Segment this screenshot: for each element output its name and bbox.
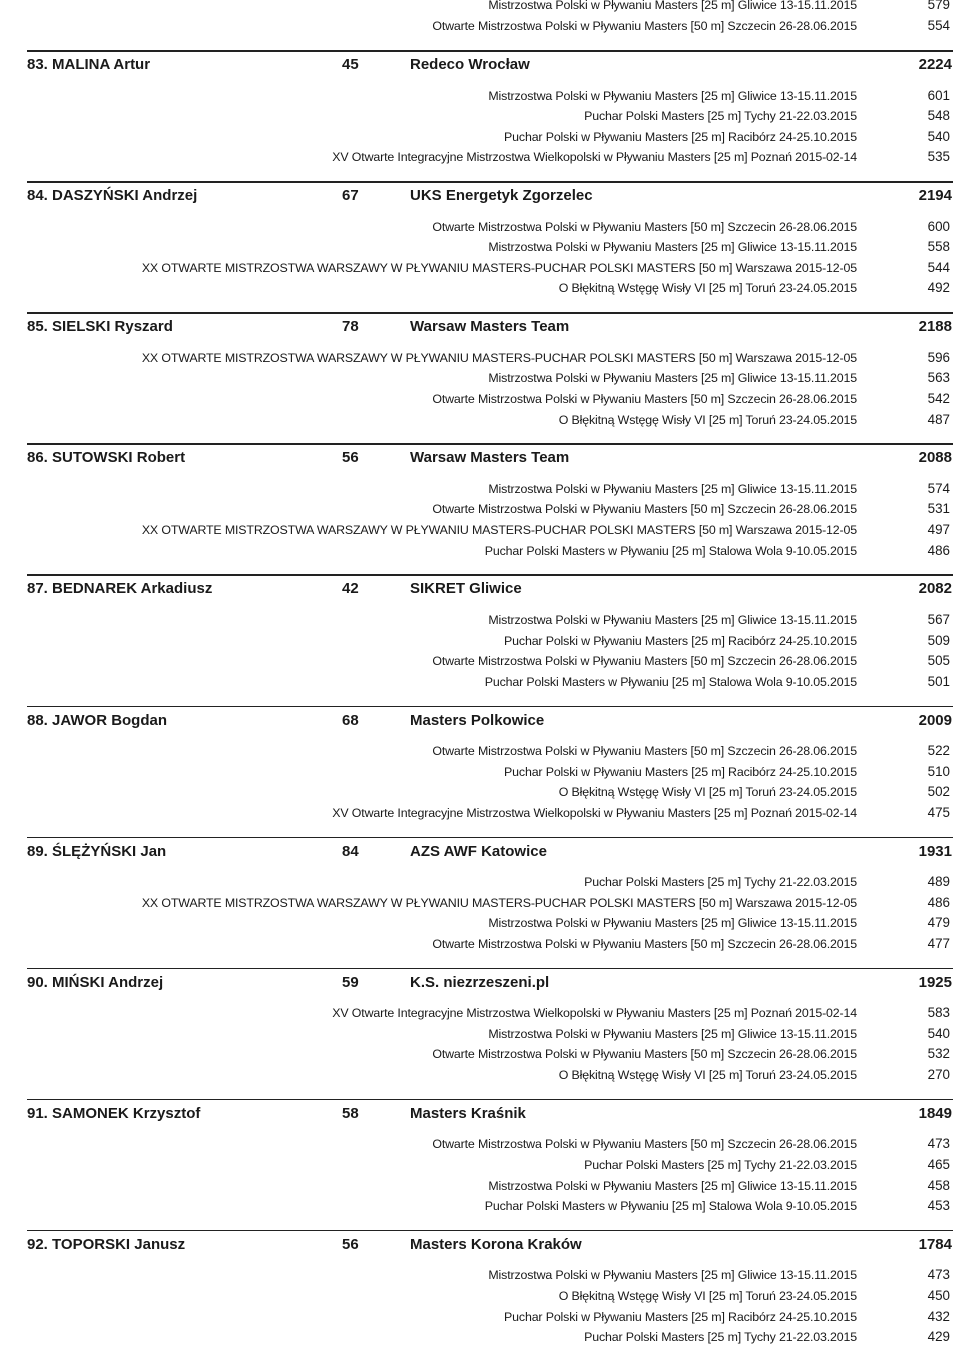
result-row [0,934,960,954]
result-row [0,278,960,298]
competition-name: Otwarte Mistrzostwa Polski w Pływaniu Masters [50 m] Szczecin 26-28.06.2015 [432,744,857,758]
competition-points: 601 [927,87,950,103]
result-row [0,803,960,823]
athlete-name: 89. ŚLĘŻYŃSKI Jan [27,842,167,860]
competition-name: O Błękitną Wstęgę Wisły VI [25 m] Toruń 23-24.05.2015 [558,281,857,296]
competition-name: Otwarte Mistrzostwa Polski w Pływaniu Masters [50 m] Szczecin 26-28.06.2015 [432,391,857,406]
competition-points: 458 [927,1177,950,1193]
athlete-total-points: 1925 [918,973,952,991]
competition-points: 567 [927,611,950,627]
competition-points: 540 [927,1025,950,1041]
athlete-separator [27,574,953,576]
competition-name: Mistrzostwa Polski w Pływaniu Masters [25 m] Gliwice 13-15.11.2015 [488,916,857,931]
competition-points: 489 [927,874,950,890]
competition-name: Mistrzostwa Polski w Pływaniu Masters [25 m] Gliwice 13-15.11.2015 [488,1026,857,1041]
competition-points: 548 [927,108,950,124]
competition-points: 453 [927,1198,950,1214]
competition-name: Mistrzostwa Polski w Pływaniu Masters [25 m] Gliwice 13-15.11.2015 [488,88,857,103]
result-row [0,1155,960,1175]
athlete-name: 85. SIELSKI Ryszard [27,318,173,336]
competition-points: 486 [927,542,950,558]
athlete-separator [27,443,953,445]
competition-name: XX OTWARTE MISTRZOSTWA WARSZAWY W PŁYWANIU MASTERS-PUCHAR POLSKI MASTERS [50 m] Warszawa 2015-12-05 [141,523,857,537]
athlete-separator [27,50,953,52]
athlete-total-points: 1784 [918,1235,952,1253]
competition-points: 535 [927,149,950,165]
result-row [0,147,960,167]
athlete-club: AZS AWF Katowice [410,842,547,860]
athlete-age: 68 [342,711,359,729]
athlete-name: 87. BEDNAREK Arkadiusz [27,580,213,598]
result-row [0,872,960,892]
result-row [0,1134,960,1154]
competition-name: Mistrzostwa Polski w Pływaniu Masters [25 m] Gliwice 13-15.11.2015 [488,240,857,255]
competition-points: 450 [927,1288,950,1303]
athlete-separator [27,312,953,314]
result-row [0,651,960,671]
competition-name: Puchar Polski Masters [25 m] Tychy 21-22.03.2015 [584,1330,857,1345]
athlete-name: 92. TOPORSKI Janusz [27,1235,186,1253]
athlete-club: K.S. niezrzeszeni.pl [410,973,550,991]
competition-points: 583 [927,1005,950,1021]
competition-points: 531 [927,501,950,517]
competition-name: Mistrzostwa Polski w Pływaniu Masters [25 m] Gliwice 13-15.11.2015 [488,612,857,627]
athlete-name: 90. MIŃSKI Andrzej [27,973,164,991]
result-row [0,479,960,499]
competition-points: 475 [927,804,950,820]
result-row [0,1307,960,1327]
result-row [0,389,960,409]
athlete-header [0,315,960,339]
competition-points: 600 [927,218,950,234]
competition-name: Mistrzostwa Polski w Pływaniu Masters [25 m] Gliwice 13-15.11.2015 [488,1268,857,1283]
competition-points: 522 [927,743,950,758]
athlete-club: Masters Kraśnik [410,1104,526,1122]
result-row [0,741,960,761]
competition-name: Puchar Polski Masters w Pływaniu [25 m] Stalowa Wola 9-10.05.2015 [484,1199,857,1214]
competition-points: 574 [927,480,950,496]
competition-name: Puchar Polski Masters w Pływaniu [25 m] Stalowa Wola 9-10.05.2015 [484,674,857,689]
competition-points: 558 [927,239,950,255]
competition-name: Otwarte Mistrzostwa Polski w Pływaniu Masters [50 m] Szczecin 26-28.06.2015 [432,936,857,951]
athlete-total-points: 2194 [918,187,952,205]
competition-points: 473 [927,1267,950,1283]
result-row [0,217,960,237]
athlete-header [0,709,960,733]
competition-name: Otwarte Mistrzostwa Polski w Pływaniu Masters [50 m] Szczecin 26-28.06.2015 [432,1047,857,1062]
competition-points: 479 [927,915,950,931]
result-row [0,86,960,106]
competition-name: Mistrzostwa Polski w Pływaniu Masters [25 m] Gliwice 13-15.11.2015 [488,0,857,12]
competition-name: Puchar Polski Masters [25 m] Tychy 21-22.03.2015 [584,109,857,124]
competition-name: Puchar Polski w Pływaniu Masters [25 m] Racibórz 24-25.10.2015 [504,1309,857,1324]
competition-points: 542 [927,390,950,406]
competition-points: 510 [927,763,950,779]
result-row [0,258,960,278]
athlete-name: 84. DASZYŃSKI Andrzej [27,187,198,205]
athlete-club: UKS Energetyk Zgorzelec [410,187,593,205]
competition-name: XX OTWARTE MISTRZOSTWA WARSZAWY W PŁYWANIU MASTERS-PUCHAR POLSKI MASTERS [50 m] Warszawa 2015-12-05 [141,350,857,365]
athlete-club: Warsaw Masters Team [410,449,570,467]
competition-points: 473 [927,1136,950,1152]
result-row [0,520,960,540]
competition-points: 429 [927,1329,950,1345]
athlete-age: 56 [342,1235,359,1253]
athlete-club: Masters Polkowice [410,711,545,729]
competition-points: 540 [927,128,950,144]
competition-points: 465 [927,1156,950,1172]
athlete-name: 88. JAWOR Bogdan [27,711,168,729]
competition-name: XX OTWARTE MISTRZOSTWA WARSZAWY W PŁYWANIU MASTERS-PUCHAR POLSKI MASTERS [50 m] Warszawa 2015-12-05 [141,895,857,910]
competition-name: Mistrzostwa Polski w Pływaniu Masters [25 m] Gliwice 13-15.11.2015 [488,371,857,386]
athlete-total-points: 1849 [918,1104,952,1122]
competition-name: XV Otwarte Integracyjne Mistrzostwa Wielkopolski w Pływaniu Masters [25 m] Poznań 2015-02-14 [332,1006,857,1021]
athlete-header [0,446,960,470]
athlete-name: 86. SUTOWSKI Robert [27,449,186,467]
competition-name: XV Otwarte Integracyjne Mistrzostwa Wielkopolski w Pływaniu Masters [25 m] Poznań 2015-02-14 [332,150,857,165]
competition-points: 492 [927,280,950,296]
athlete-total-points: 1931 [918,842,952,860]
result-row [0,1265,960,1285]
athlete-header [0,1233,960,1257]
competition-name: O Błękitną Wstęgę Wisły VI [25 m] Toruń 23-24.05.2015 [558,412,857,427]
result-row [0,106,960,126]
result-row [0,913,960,933]
result-row [0,348,960,368]
athlete-separator [27,837,953,839]
result-row [0,672,960,692]
result-row [0,410,960,430]
competition-points: 563 [927,370,950,386]
athlete-total-points: 2224 [918,56,952,73]
result-row [0,541,960,561]
athlete-age: 78 [342,318,359,336]
athlete-header [0,577,960,601]
result-row [0,1286,960,1306]
result-row [0,237,960,257]
competition-name: Otwarte Mistrzostwa Polski w Pływaniu Masters [50 m] Szczecin 26-28.06.2015 [432,1137,857,1152]
competition-points: 579 [927,0,950,12]
result-row [0,1176,960,1196]
athlete-total-points: 2188 [918,318,952,336]
athlete-age: 84 [342,842,359,860]
athlete-header [0,971,960,995]
competition-name: Otwarte Mistrzostwa Polski w Pływaniu Masters [50 m] Szczecin 26-28.06.2015 [432,654,857,669]
athlete-age: 45 [342,56,359,73]
athlete-separator [27,706,953,708]
athlete-separator [27,1230,953,1232]
result-row [0,762,960,782]
competition-points: 477 [927,935,950,951]
athlete-name: 91. SAMONEK Krzysztof [27,1104,201,1122]
result-row [0,1327,960,1347]
competition-points: 596 [927,349,950,365]
competition-points: 270 [927,1067,950,1082]
result-row [0,1003,960,1023]
result-row [0,1044,960,1064]
competition-name: Puchar Polski w Pływaniu Masters [25 m] Racibórz 24-25.10.2015 [504,633,857,648]
athlete-age: 59 [342,973,359,991]
competition-name: Mistrzostwa Polski w Pływaniu Masters [25 m] Gliwice 13-15.11.2015 [488,1178,857,1193]
result-row [0,499,960,519]
result-row [0,1065,960,1085]
competition-name: Puchar Polski Masters [25 m] Tychy 21-22.03.2015 [584,1157,857,1172]
competition-name: O Błękitną Wstęgę Wisły VI [25 m] Toruń 23-24.05.2015 [558,785,857,800]
athlete-club: Warsaw Masters Team [410,318,570,336]
athlete-club: Masters Korona Kraków [410,1235,582,1253]
competition-name: Puchar Polski Masters w Pływaniu [25 m] Stalowa Wola 9-10.05.2015 [484,543,857,558]
athlete-separator [27,1099,953,1101]
athlete-age: 58 [342,1104,359,1122]
competition-name: Otwarte Mistrzostwa Polski w Pływaniu Masters [50 m] Szczecin 26-28.06.2015 [432,219,857,234]
competition-name: XV Otwarte Integracyjne Mistrzostwa Wielkopolski w Pływaniu Masters [25 m] Poznań 2015-02-14 [332,805,857,820]
result-row [0,782,960,802]
competition-name: O Błękitną Wstęgę Wisły VI [25 m] Toruń 23-24.05.2015 [558,1289,857,1303]
athlete-header [0,184,960,208]
athlete-total-points: 2009 [918,711,952,729]
competition-name: XX OTWARTE MISTRZOSTWA WARSZAWY W PŁYWANIU MASTERS-PUCHAR POLSKI MASTERS [50 m] Warszawa 2015-12-05 [141,260,857,275]
competition-name: O Błękitną Wstęgę Wisły VI [25 m] Toruń 23-24.05.2015 [558,1068,857,1082]
athlete-age: 56 [342,449,359,467]
competition-points: 432 [927,1308,950,1324]
athlete-age: 67 [342,187,359,205]
result-row [0,0,960,15]
athlete-name: 83. MALINA Artur [27,56,151,73]
competition-points: 532 [927,1046,950,1062]
competition-points: 554 [927,18,950,33]
athlete-separator [27,181,953,183]
athlete-header [0,840,960,864]
result-row [0,16,960,36]
result-row [0,610,960,630]
competition-points: 509 [927,632,950,648]
competition-points: 505 [927,653,950,669]
athlete-header [0,1102,960,1126]
competition-points: 501 [927,673,950,689]
athlete-club: Redeco Wrocław [410,56,530,73]
athlete-club: SIKRET Gliwice [410,580,522,598]
competition-points: 544 [927,259,950,275]
competition-name: Otwarte Mistrzostwa Polski w Pływaniu Masters [50 m] Szczecin 26-28.06.2015 [432,19,857,33]
athlete-total-points: 2082 [918,580,952,598]
competition-points: 487 [927,411,950,427]
competition-points: 486 [927,894,950,910]
athlete-total-points: 2088 [918,449,952,467]
result-row [0,127,960,147]
result-row [0,368,960,388]
athlete-separator [27,968,953,970]
competition-name: Puchar Polski w Pływaniu Masters [25 m] Racibórz 24-25.10.2015 [504,129,857,144]
result-row [0,1024,960,1044]
competition-name: Otwarte Mistrzostwa Polski w Pływaniu Masters [50 m] Szczecin 26-28.06.2015 [432,502,857,517]
athlete-header [0,53,960,77]
competition-name: Puchar Polski w Pływaniu Masters [25 m] Racibórz 24-25.10.2015 [504,764,857,779]
result-row [0,1196,960,1216]
competition-points: 502 [927,784,950,800]
competition-name: Mistrzostwa Polski w Pływaniu Masters [25 m] Gliwice 13-15.11.2015 [488,481,857,496]
athlete-age: 42 [342,580,359,598]
result-row [0,893,960,913]
competition-name: Puchar Polski Masters [25 m] Tychy 21-22.03.2015 [584,875,857,890]
result-row [0,631,960,651]
competition-points: 497 [927,522,950,537]
